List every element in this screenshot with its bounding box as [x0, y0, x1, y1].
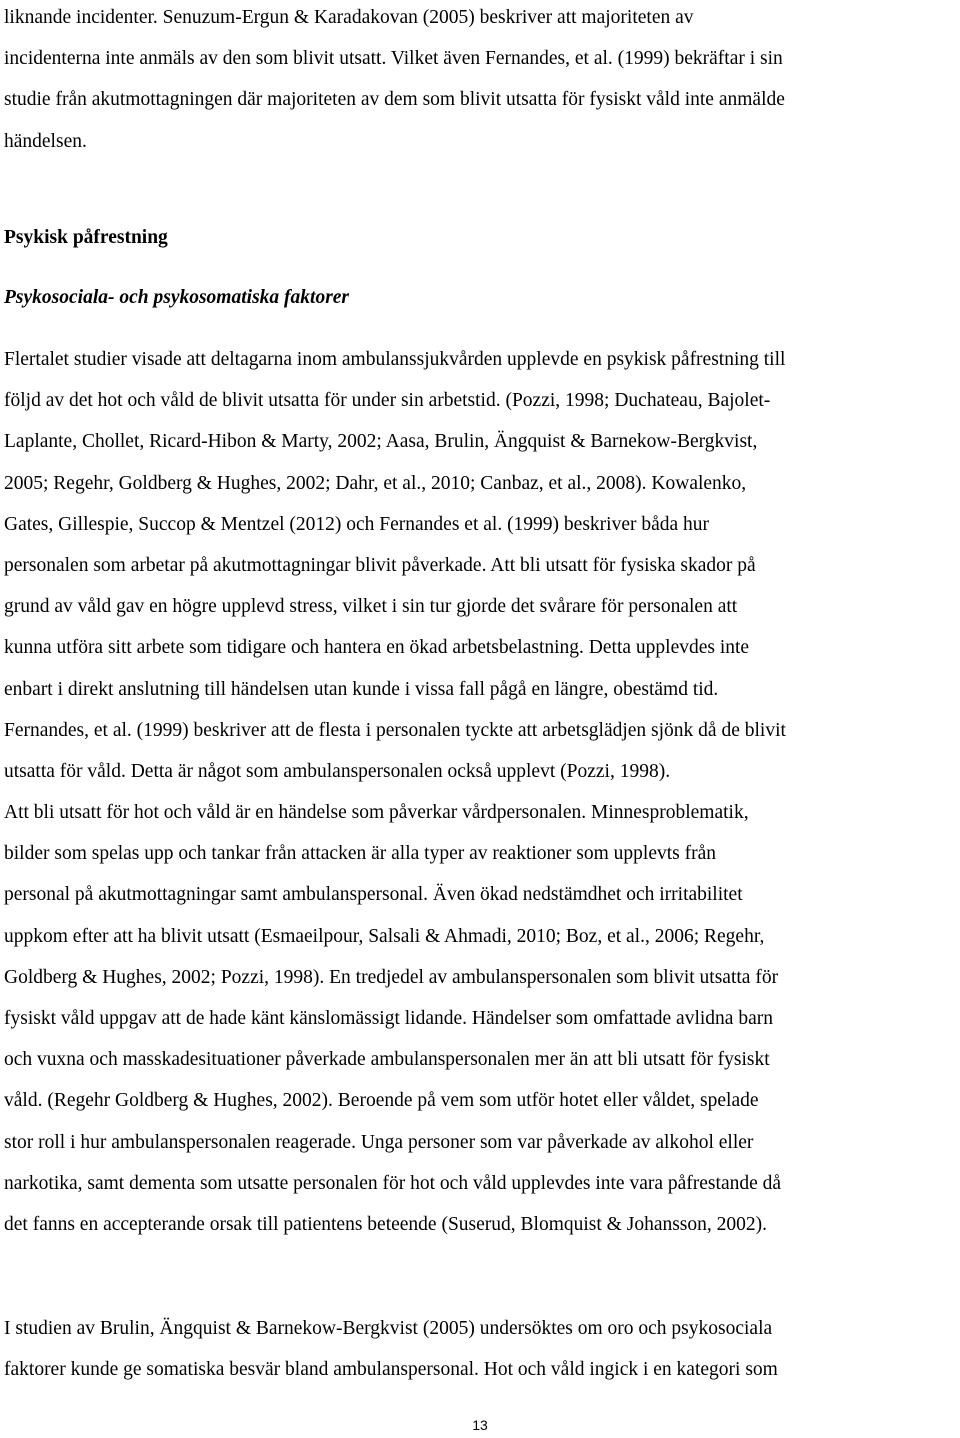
text-line: personalen som arbetar på akutmottagningar blivit påverkade. Att bli utsatt för fysiska skador på — [4, 554, 756, 576]
text-line: I studien av Brulin, Ängquist & Barnekow-Bergkvist (2005) undersöktes om oro och psykosociala — [4, 1318, 773, 1339]
text-line: kunna utföra sitt arbete som tidigare och hantera en ökad arbetsbelastning. Detta upplevdes inte — [4, 637, 750, 659]
main-paragraph — [4, 339, 960, 1245]
text-line: grund av våld gav en högre upplevd stress, vilket i sin tur gjorde det svårare för personalen att — [4, 596, 738, 618]
text-line: våld. (Regehr Goldberg & Hughes, 2002). Beroende på vem som utför hotet eller våldet, spelade — [4, 1090, 759, 1112]
text-line: enbart i direkt anslutning till händelsen utan kunde i vissa fall pågå en längre, obestämd tid. — [4, 678, 719, 700]
text-line: utsatta för våld. Detta är något som ambulanspersonalen också upplevt (Pozzi, 1998). — [4, 760, 671, 782]
text-line: stor roll i hur ambulanspersonalen reagerade. Unga personer som var påverkade av alkohol eller — [4, 1131, 754, 1153]
text-line: uppkom efter att ha blivit utsatt (Esmaeilpour, Salsali & Ahmadi, 2010; Boz, et al., 2006; Regehr, — [4, 925, 765, 947]
text-line: Goldberg & Hughes, 2002; Pozzi, 1998). En tredjedel av ambulanspersonalen som blivit utsatta för — [4, 966, 779, 988]
text-line: Att bli utsatt för hot och våld är en händelse som påverkar vårdpersonalen. Minnesproblematik, — [4, 802, 749, 824]
intro-paragraph — [4, 0, 960, 162]
text-line: personal på akutmottagningar samt ambulanspersonal. Även ökad nedstämdhet och irritabilitet — [4, 884, 743, 906]
section-heading: Psykisk påfrestning — [4, 227, 168, 248]
text-line: bilder som spelas upp och tankar från attacken är alla typer av reaktioner som upplevts från — [4, 843, 717, 865]
text-line: liknande incidenter. Senuzum-Ergun & Karadakovan (2005) beskriver att majoriteten av — [4, 7, 694, 28]
text-line: händelsen. — [4, 130, 87, 152]
text-line: incidenterna inte anmäls av den som blivit utsatt. Vilket även Fernandes, et al. (1999) bekräftar i sin — [4, 48, 783, 70]
text-line: Laplante, Chollet, Ricard-Hibon & Marty, 2002; Aasa, Brulin, Ängquist & Barnekow-Bergkvist, — [4, 431, 758, 453]
text-line: faktorer kunde ge somatiska besvär bland ambulanspersonal. Hot och våld ingick i en kategori som — [4, 1359, 778, 1381]
text-line: Gates, Gillespie, Succop & Mentzel (2012) och Fernandes et al. (1999) beskriver båda hur — [4, 513, 710, 535]
text-line: följd av det hot och våld de blivit utsatta för under sin arbetstid. (Pozzi, 1998; Duchateau, Bajolet- — [4, 390, 771, 412]
text-line: Flertalet studier visade att deltagarna inom ambulanssjukvården upplevde en psykisk påfrestning till — [4, 349, 786, 370]
closing-paragraph — [4, 1308, 960, 1390]
text-line: narkotika, samt dementa som utsatte personalen för hot och våld upplevdes inte vara påfrestande då — [4, 1172, 782, 1194]
text-line: fysiskt våld uppgav att de hade känt känslomässigt lidande. Händelser som omfattade avlidna barn — [4, 1008, 773, 1029]
text-line: det fanns en accepterande orsak till patientens beteende (Suserud, Blomquist & Johansson, 2002). — [4, 1213, 768, 1235]
subsection-heading: Psykosociala- och psykosomatiska faktorer — [4, 287, 350, 308]
text-line: och vuxna och masskadesituationer påverkade ambulanspersonalen mer än att bli utsatt för fysiskt — [4, 1049, 770, 1071]
text-line: 2005; Regehr, Goldberg & Hughes, 2002; Dahr, et al., 2010; Canbaz, et al., 2008). Kowalenko, — [4, 472, 747, 494]
text-line: studie från akutmottagningen där majoriteten av dem som blivit utsatta för fysiskt våld inte anmälde — [4, 89, 785, 111]
page-number: 13 — [472, 1417, 488, 1433]
text-line: Fernandes, et al. (1999) beskriver att de flesta i personalen tyckte att arbetsglädjen sjönk då de blivit — [4, 719, 786, 741]
